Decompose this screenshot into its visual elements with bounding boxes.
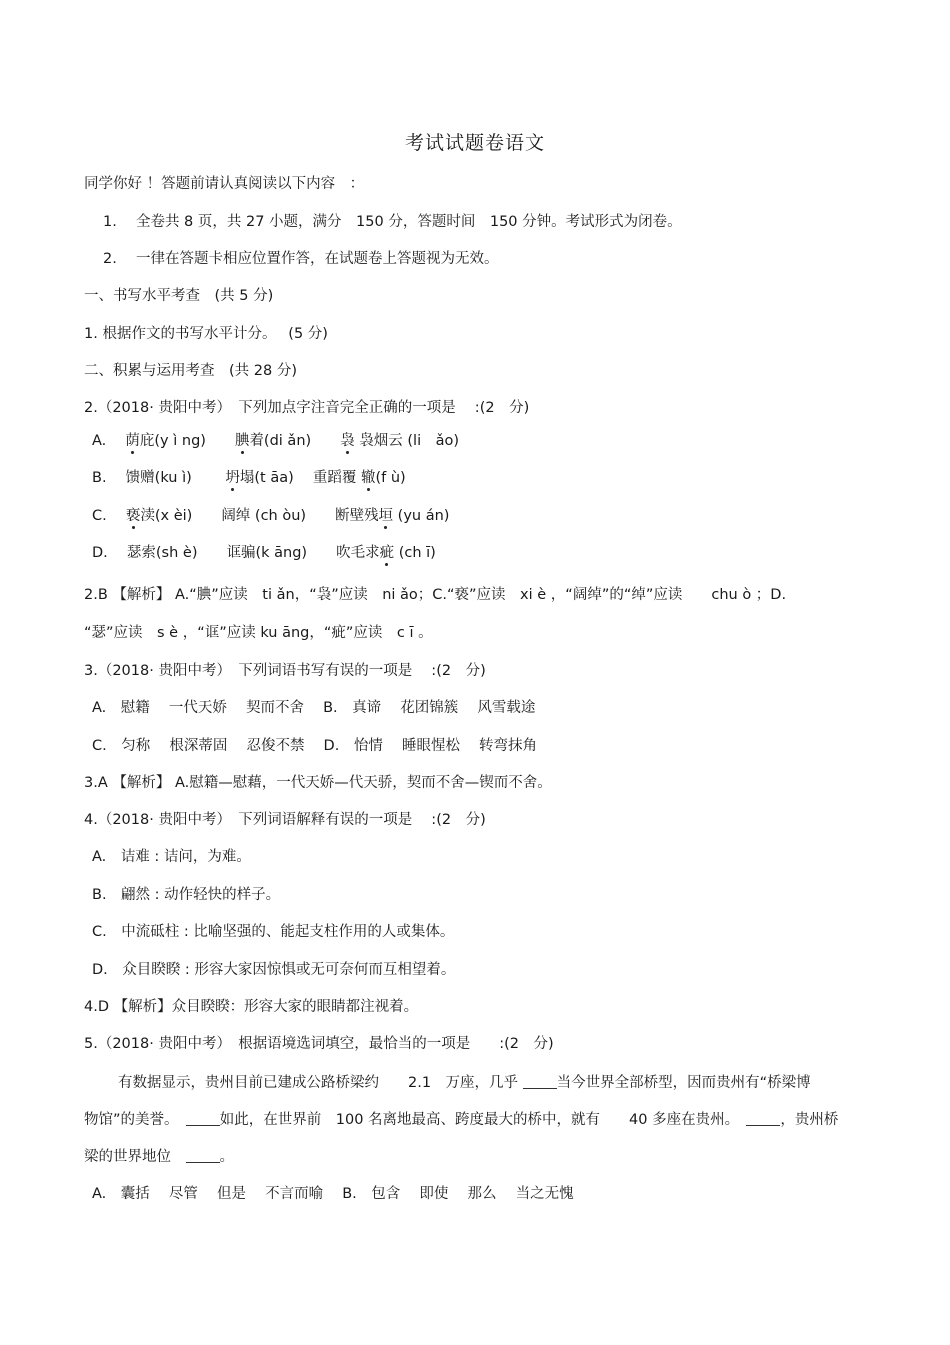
section-heading-2: 二、积累与运用考查 (共 28 分) [84,363,297,379]
answer-4: 4.D 【解析】众目睽睽：形容大家的眼睛都注视着。 [84,999,419,1015]
fill-blank [746,1111,780,1126]
option-text: 阔绰 (ch òu) 断壁残 [221,508,379,524]
option-text: (ch ī) [394,545,436,561]
dotted-char: 亵 [125,508,141,524]
option-text: 瑟索(sh è) [126,545,227,561]
option-text: 渎(x èi) [140,508,222,524]
option-letter: D. [92,545,108,561]
note-1: 1. 全卷共 8 页，共 27 小题，满分 150 分，答题时间 150 分钟。考试形式为闭卷。 [103,214,682,230]
section-heading-1: 一、书写水平考查 (共 5 分) [84,288,274,304]
option-text: 塌(t āa) [239,470,294,486]
question-4-option-b: B. 翩然 : 动作轻快的样子。 [92,887,281,903]
question-4-option-a: A. 诘难 : 诘问，为难。 [92,849,251,865]
passage-text: 。 [219,1149,234,1165]
question-1: 1. 根据作文的书写水平计分。 (5 分) [84,326,328,342]
passage-text: 梁的世界地位 [84,1149,186,1165]
option-text: 诓骗(k āng) 吹毛求 [226,545,380,561]
dotted-char: 垣 [378,508,394,524]
page-title: 考试试题卷语文 [404,132,545,154]
question-2-option-a [92,431,870,451]
passage-text: 有数据显示，贵州目前已建成公路桥梁约 2.1 万座，几乎 [118,1075,523,1091]
option-text: (f ù) [375,470,406,486]
option-text: 袅烟云 (li ǎo) [354,433,460,449]
dotted-char: 疵 [379,545,395,561]
note-2: 2. 一律在答题卡相应位置作答，在试题卷上答题视为无效。 [103,251,499,267]
question-2-option-c [92,506,870,526]
answer-2-line-1: 2.B 【解析】 A.“腆”应读 ti ǎn，“袅”应读 ni ǎo；C.“亵”应读 xi è ，“阔绰”的“绰”应读 chu ò ；D. [84,587,787,603]
dotted-char: 腆 [234,433,250,449]
question-2-stem: 2.（2018· 贵阳中考） 下列加点字注音完全正确的一项是 :(2 分) [84,400,530,416]
question-5-passage-line-3 [84,1147,870,1167]
fill-blank [186,1148,220,1163]
question-5-passage-line-2 [84,1110,870,1130]
answer-2-line-2: “瑟”应读 s è ，“诓”应读 ku āng，“疵”应读 c ī 。 [84,625,433,641]
option-letter: B. [92,470,107,486]
dotted-char: 辙 [360,470,376,486]
question-5-options: A. 囊括 尽管 但是 不言而喻 B. 包含 即使 那么 当之无愧 [92,1186,574,1202]
dotted-char: 坍 [225,470,240,486]
intro-text: 同学你好 ！答题前请认真阅读以下内容 ： [84,176,365,192]
passage-text: 如此，在世界前 100 名离地最高、跨度最大的桥中，就有 40 多座在贵州。 [219,1112,747,1128]
question-2-option-b [92,468,870,488]
question-5-stem: 5.（2018· 贵阳中考） 根据语境选词填空，最恰当的一项是 :(2 分) [84,1036,554,1052]
dotted-char: 袅 [340,433,355,449]
passage-text: 物馆”的美誉。 [84,1112,186,1128]
question-3-row-1: A. 慰籍 一代天娇 契而不舍 B. 真谛 花团锦簇 风雪载途 [92,700,536,716]
question-2-option-d [92,543,870,563]
question-3-row-2: C. 匀称 根深蒂固 忍俊不禁 D. 怡情 睡眼惺松 转弯抹角 [92,738,538,754]
question-4-option-c: C. 中流砥柱 : 比喻坚强的、能起支柱作用的人或集体。 [92,924,455,940]
option-text: 馈赠(ku ì) [125,470,226,486]
dotted-char: 荫 [125,433,140,449]
option-letter: C. [92,508,107,524]
fill-blank [186,1111,220,1126]
question-3-stem: 3.（2018· 贵阳中考） 下列词语书写有误的一项是 :(2 分) [84,663,486,679]
passage-text: 当今世界全部桥型，因而贵州有“桥梁博 [556,1075,811,1091]
question-4-stem: 4.（2018· 贵阳中考） 下列词语解释有误的一项是 :(2 分) [84,812,486,828]
question-4-option-d: D. 众目睽睽 : 形容大家因惊惧或无可奈何而互相望着。 [92,962,456,978]
option-text: 庇(y ì ng) [139,433,235,449]
option-letter: A. [92,433,107,449]
option-text: 重蹈覆 [293,470,361,486]
passage-text: ，贵州桥 [780,1112,839,1128]
fill-blank [523,1074,557,1089]
answer-3: 3.A 【解析】 A.慰籍—慰藉，一代天娇—代天骄，契而不舍—锲而不舍。 [84,775,552,791]
option-text: (yu án) [393,508,450,524]
question-5-passage-line-1 [118,1073,870,1093]
option-text: 着(di ǎn) [249,433,341,449]
